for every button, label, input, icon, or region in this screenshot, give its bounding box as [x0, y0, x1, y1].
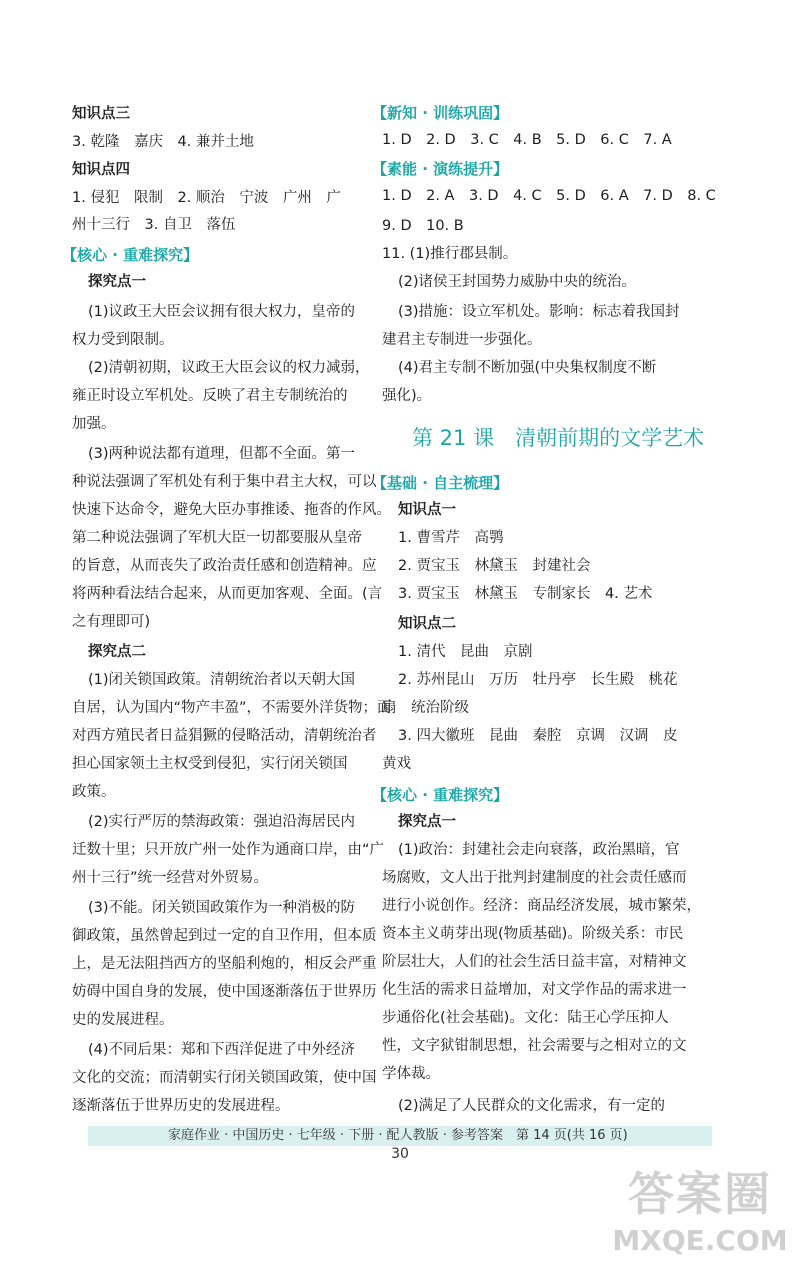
answer-line: 州十三行”统一经营对外贸易。 [72, 870, 269, 886]
answer-line: 之有理即可) [72, 614, 151, 630]
answer-line: (1)政治：封建社会走向衰落，政治黑暗，官 [398, 842, 680, 858]
answer-line: 9. D 10. B [382, 218, 464, 234]
knowledge-point-3-title: 知识点三 [72, 106, 130, 122]
watermark-logo: 答案圈 [628, 1167, 772, 1221]
answer-line: 对西方殖民者日益猖獗的侵略活动，清朝统治者 [72, 728, 377, 744]
knowledge-point-4-answer-line: 州十三行 3. 自卫 落伍 [72, 217, 236, 233]
answer-line: 强化)。 [382, 388, 432, 404]
answer-line: 加强。 [72, 416, 116, 432]
answer-line: 化生活的需求日益增加，对文学作品的需求进一 [382, 982, 687, 998]
answer-line: (2)诸侯王封国势力威胁中央的统治。 [398, 274, 637, 290]
section-header-basic: 【基础 · 自主梳理】 [372, 474, 509, 492]
knowledge-point-4-answer-line: 1. 侵犯 限制 2. 顺治 宁波 广州 广 [72, 190, 341, 206]
lesson-title: 第 21 课 清朝前期的文学艺术 [412, 426, 705, 450]
answer-line: 阶层壮大，人们的社会生活日益丰富，对精神文 [382, 954, 687, 970]
section-header-new-knowledge: 【新知 · 训练巩固】 [372, 104, 509, 122]
answer-line: 3. 贾宝玉 林黛玉 专制家长 4. 艺术 [398, 586, 653, 602]
answer-line: 2. 苏州昆山 万历 牡丹亭 长生殿 桃花 [398, 672, 678, 688]
answer-line: 快速下达命令，避免大臣办事推诿、拖沓的作风。 [72, 502, 391, 518]
knowledge-point-1-title: 知识点一 [398, 502, 456, 518]
section-header-core: 【核心 · 重难探究】 [62, 246, 199, 264]
knowledge-point-3-answer: 3. 乾隆 嘉庆 4. 兼并土地 [72, 134, 254, 150]
answer-line: (2)清朝初期，议政王大臣会议的权力减弱， [88, 360, 370, 376]
answer-line: (2)实行严厉的禁海政策：强迫沿海居民内 [88, 814, 356, 830]
answer-line: 御政策，虽然曾起到过一定的自卫作用，但本质 [72, 928, 377, 944]
answer-line: (1)闭关锁国政策。清朝统治者以天朝大国 [88, 672, 356, 688]
answer-line: 黄戏 [382, 756, 411, 772]
answer-line: 1. 曹雪芹 高鹗 [398, 530, 504, 546]
answer-line: 政策。 [72, 784, 116, 800]
answer-line: 雍正时设立军机处。反映了君主专制统治的 [72, 388, 348, 404]
answer-line: 将两种看法结合起来，从而更加客观、全面。(言 [72, 586, 383, 602]
answer-line: (4)不同后果：郑和下西洋促进了中外经济 [88, 1042, 356, 1058]
answer-line: 1. 清代 昆曲 京剧 [398, 644, 533, 660]
answer-line: 妨碍中国自身的发展，使中国逐渐落伍于世界历 [72, 984, 377, 1000]
answer-line: (2)满足了人民群众的文化需求，有一定的 [398, 1098, 666, 1114]
answer-line: 迁数十里；只开放广州一处作为通商口岸，由“广 [72, 842, 385, 858]
knowledge-point-2-title: 知识点二 [398, 616, 456, 632]
answer-line: 逐渐落伍于世界历史的发展进程。 [72, 1098, 290, 1114]
answer-line: 上，是无法阻挡西方的坚船利炮的，相反会严重 [72, 956, 377, 972]
answer-line: 1. D 2. D 3. C 4. B 5. D 6. C 7. A [382, 132, 672, 148]
knowledge-point-4-title: 知识点四 [72, 162, 130, 178]
answer-line: 性，文字狱钳制思想，社会需要与之相对立的文 [382, 1038, 687, 1054]
page-number: 30 [391, 1146, 409, 1162]
watermark-url: MXQE.COM [612, 1224, 788, 1257]
answer-line: 文化的交流；而清朝实行闭关锁国政策，使中国 [72, 1070, 377, 1086]
answer-line: 11. (1)推行郡县制。 [382, 246, 518, 262]
answer-line: 2. 贾宝玉 林黛玉 封建社会 [398, 558, 591, 574]
footer-text: 家庭作业 · 中国历史 · 七年级 · 下册 · 配人教版 · 参考答案 第 14 页(共 16 页) [168, 1128, 628, 1143]
answer-line: 自居，认为国内“物产丰盈”，不需要外洋货物；面 [72, 700, 392, 716]
answer-line: 步通俗化(社会基础)。文化：陆王心学压抑人 [382, 1010, 669, 1026]
explore-point-1-title: 探究点一 [398, 814, 456, 830]
answer-line: 扇 统治阶级 [382, 700, 469, 716]
answer-line: 的旨意，从而丧失了政治责任感和创造精神。应 [72, 558, 377, 574]
section-header-skill: 【素能 · 演练提升】 [372, 160, 509, 178]
answer-line: 1. D 2. A 3. D 4. C 5. D 6. A 7. D 8. C [382, 188, 716, 204]
answer-line: (3)两种说法都有道理，但都不全面。第一 [88, 446, 356, 462]
answer-line: 学体裁。 [382, 1066, 440, 1082]
answer-line: 种说法强调了军机处有利于集中君主大权，可以 [72, 474, 377, 490]
explore-point-1-title: 探究点一 [88, 274, 146, 290]
explore-point-2-title: 探究点二 [88, 644, 146, 660]
answer-line: 担心国家领土主权受到侵犯，实行闭关锁国 [72, 756, 348, 772]
answer-line: 建君主专制进一步强化。 [382, 332, 542, 348]
answer-line: 资本主义萌芽出现(物质基础)。阶级关系：市民 [382, 926, 684, 942]
answer-line: 权力受到限制。 [72, 332, 174, 348]
answer-line: (4)君主专制不断加强(中央集权制度不断 [398, 360, 657, 376]
answer-line: 3. 四大徽班 昆曲 秦腔 京调 汉调 皮 [398, 728, 678, 744]
answer-line: 第二种说法强调了军机大臣一切都要服从皇帝 [72, 530, 362, 546]
answer-line: (3)措施：设立军机处。影响：标志着我国封 [398, 304, 680, 320]
answer-line: (1)议政王大臣会议拥有很大权力，皇帝的 [88, 304, 356, 320]
answer-line: 进行小说创作。经济：商品经济发展，城市繁荣， [382, 898, 701, 914]
section-header-core: 【核心 · 重难探究】 [372, 786, 509, 804]
answer-line: 史的发展进程。 [72, 1012, 174, 1028]
answer-line: (3)不能。闭关锁国政策作为一种消极的防 [88, 900, 356, 916]
answer-line: 场腐败，文人出于批判封建制度的社会责任感而 [382, 870, 687, 886]
watermark [610, 1166, 790, 1260]
